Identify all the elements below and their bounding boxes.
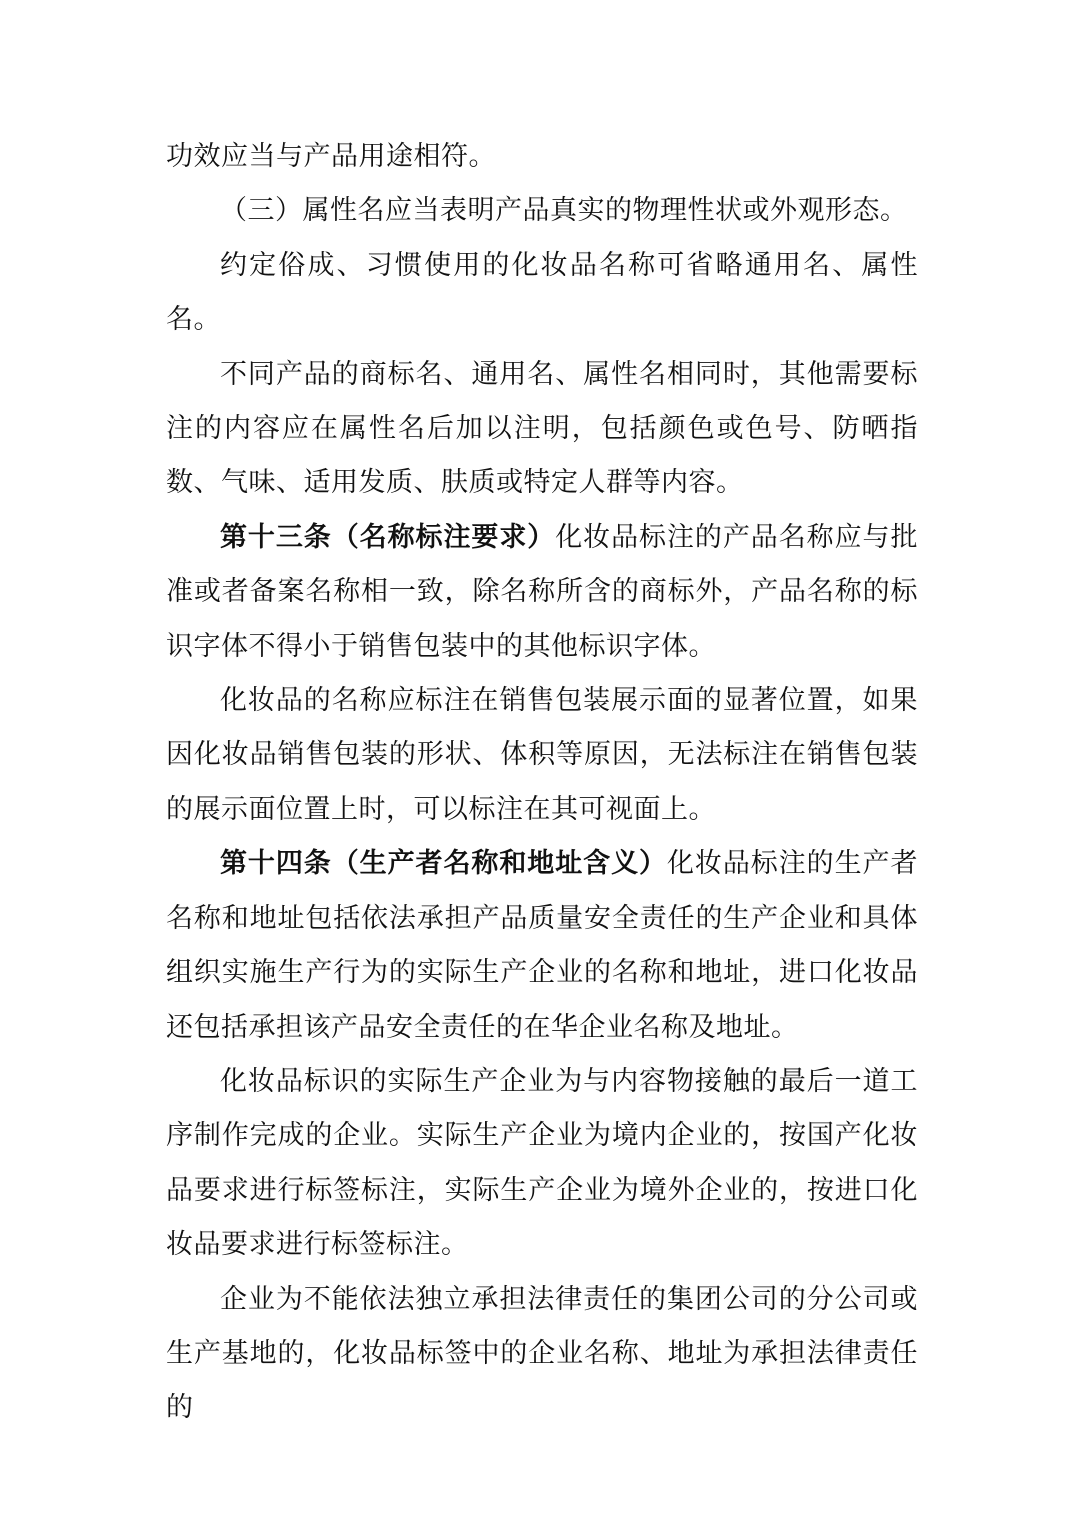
paragraph-common-names: 约定俗成、习惯使用的化妆品名称可省略通用名、属性名。 [166, 249, 918, 336]
paragraph-branch-company: 企业为不能依法独立承担法律责任的集团公司的分公司或生产基地的，化妆品标签中的企业名称、地址为承担法律责任的 [166, 1283, 918, 1424]
paragraph-actual-producer: 化妆品标识的实际生产企业为与内容物接触的最后一道工序制作完成的企业。实际生产企业为境内企业的，按国产化妆品要求进行标签标注，实际生产企业为境外企业的，按进口化妆品要求进行标签标注。 [166, 1065, 918, 1261]
article-13 [166, 511, 918, 674]
article-14-body: 化妆品标注的生产者名称和地址包括依法承担产品质量安全责任的生产企业和具体组织实施生产行为的实际生产企业的名称和地址，进口化妆品还包括承担该产品安全责任的在华企业名称及地址。 [166, 848, 918, 1043]
article-13-title: 第十三条（名称标注要求） [220, 521, 556, 553]
article-14 [166, 837, 918, 1055]
paragraph-continuation: 功效应当与产品用途相符。 [166, 141, 496, 172]
article-13-body: 化妆品标注的产品名称应与批准或者备案名称相一致，除名称所含的商标外，产品名称的标识字体不得小于销售包装中的其他标识字体。 [166, 521, 918, 662]
document-body [166, 130, 918, 1436]
paragraph-item-three: （三）属性名应当表明产品真实的物理性状或外观形态。 [220, 195, 908, 227]
article-14-title: 第十四条（生产者名称和地址含义） [220, 848, 667, 880]
paragraph-same-names: 不同产品的商标名、通用名、属性名相同时，其他需要标注的内容应在属性名后加以注明，包括颜色或色号、防晒指数、气味、适用发质、肤质或特定人群等内容。 [166, 358, 918, 499]
paragraph-name-position: 化妆品的名称应标注在销售包装展示面的显著位置，如果因化妆品销售包装的形状、体积等原因，无法标注在销售包装的展示面位置上时，可以标注在其可视面上。 [166, 685, 918, 825]
